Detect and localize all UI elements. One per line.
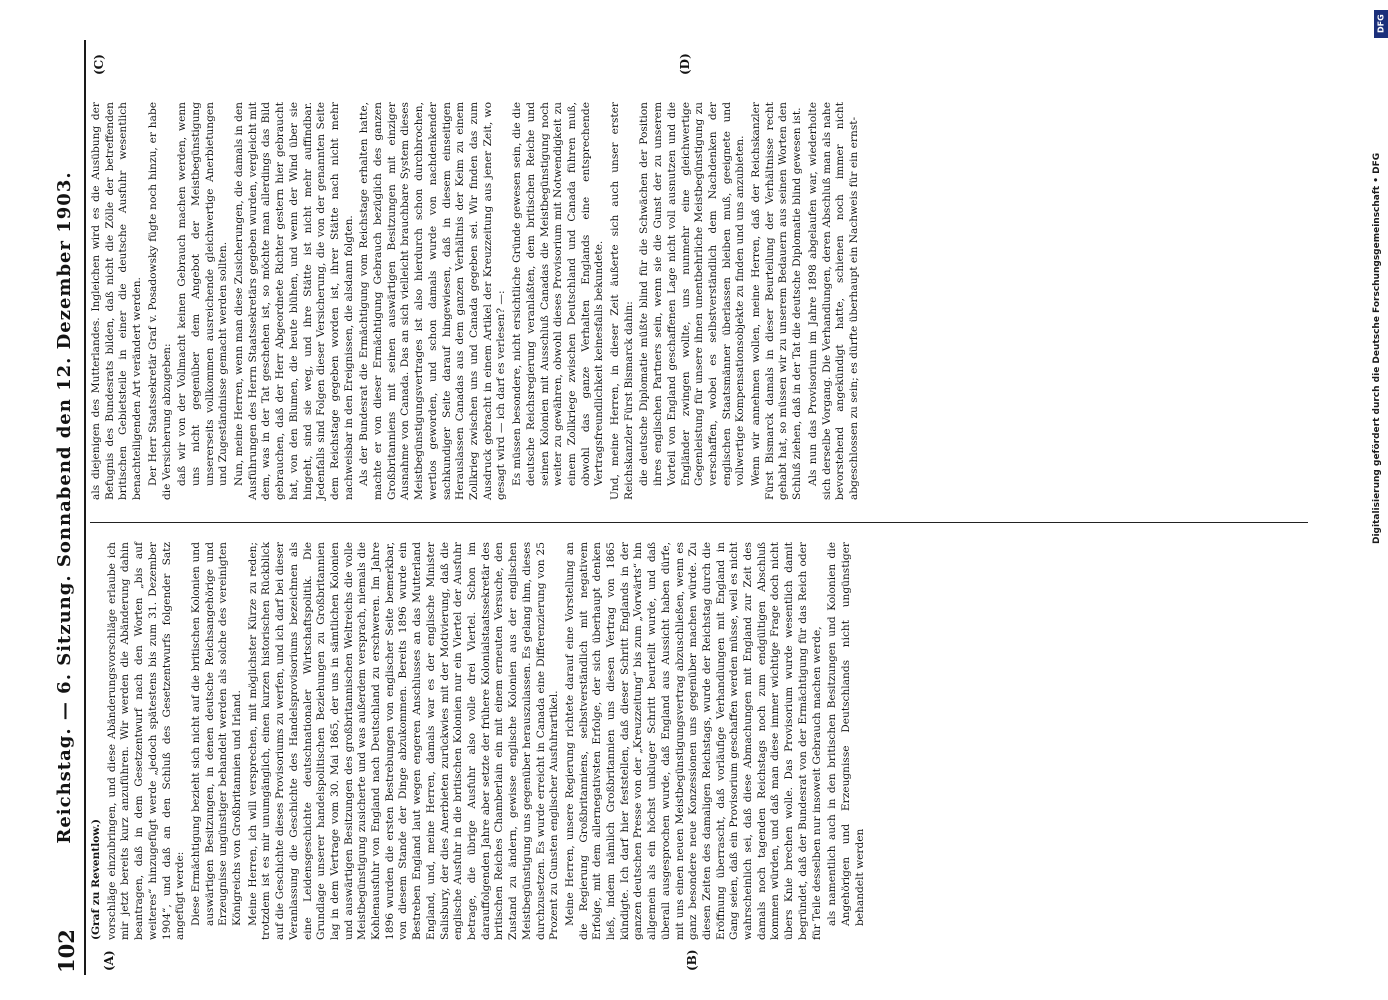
paragraph: Als der Bundesrat die Ermächtigung vom Reichstage erhalten hatte, machte er von dieser Ermächtigung Gebrauch bezüglich des ganzen Großbritanniens mit seinen auswärtigen Besitzungen mit einziger Ausnahme von Canada. Das an sich vielleicht brauchbare System dieses Meistbegünstigungsvertrages ist also hierdurch schon durchbrochen, wertlos geworden, und schon damals wurde von nachdenkender sachkundiger Seite darauf hingewiesen, daß in diesem einseitigen Herauslassen Canadas aus dem ganzen Verhältnis der Keim zu einem Zollkrieg zwischen uns und Canada gegeben sei. Wir finden das zum Ausdruck gebracht in einem Artikel der Kreuzzeitung aus jener Zeit, wo gesagt wird — ich darf es verlesen? —: (358, 102, 508, 500)
speaker-attribution: (Graf zu Reventlow.) (90, 818, 102, 940)
page-title: Reichstag. — 6. Sitzung. Sonnabend den 12. Dezember 1903. (54, 171, 75, 844)
digitization-credit: Digitalisierung gefördert durch die Deutsche Forschungsgemeinschaft • DFG (1372, 152, 1382, 544)
right-text-column (90, 102, 1320, 500)
margin-marker-a: (A) (102, 950, 116, 971)
paragraph: Meine Herren, unsere Regierung richtete darauf eine Vorstellung an die Regierung Großbritanniens, selbstverständlich mit negativem Erfolge, mit dem allernegativsten Erfolge, der sich überhaupt denken ließ, indem nämlich Großbritannien uns diesen Vertrag von 1865 kündigte. Ich darf hier feststellen, daß dieser Schritt Englands in der ganzen deutschen Presse von der „Kreuzzeitung“ bis zum „Vorwärts“ hin allgemein als ein höchst unkluger Schritt beurteilt wurde, und daß überall ausgesprochen wurde, daß England aus Aussicht haben dürfe, mit uns einen neuen Meistbegünstigungsvertrag abzuschließen, wenn es ganz besondere neue Konzessionen uns gegenüber machen würde. Zu diesen Zeiten des damaligen Reichstags, wurde der Reichstag durch die Eröffnung überrascht, daß vorläufige Verhandlungen mit England in Gang seien, daß ein Provisorium geschaffen werden müsse, weil es nicht wahrscheinlich sei, daß diese Abmachungen mit England zur Zeit des damals noch tagenden Reichstags noch zum endgültigen Abschluß kommen würden, und daß man diese immer wichtige Frage doch nicht übers Knie brechen wolle. Das Provisorium wurde wesentlich damit begründet, daß der Bundesrat von der Ermächtigung für das Reich oder für Teile desselben nur insoweit Gebrauch machen werde, (563, 542, 823, 940)
paragraph: Nun, meine Herren, wenn man diese Zusicherungen, die damals in den Ausführungen des Herrn Staatssekretärs gegeben wurden, vergleicht mit dem, was in der Tat geschehen ist, so möchte man allerdings das Bild gebrauchen, daß der Herr Abgeordnete Richter gestern hier gebraucht hat, von den Blumen, die heute blühen, und wenn der Wind über sie hingeht, sind sie weg, und ihre Stätte ist nicht mehr auffindbar. Jedenfalls sind Folgen dieser Versicherung, die von der genannten Seite dem Reichstage gegeben worden ist, ihrer Stätte nach nicht mehr nachweisbar in den Ereignissen, die alsdann folgten. (233, 102, 355, 500)
scanned-page (50, 40, 1320, 975)
margin-marker-c: (C) (92, 54, 106, 75)
paragraph: vorschläge einzubringen, und diese Abänderungsvorschläge erlaube ich mir jetzt bereits kurz anzuführen. Wir werden die Abänderung dahin beantragen, daß in dem Gesetzentwurf nach den Worten „bis auf weiteres“ hinzugefügt werde „jedoch spätestens bis zum 31. Dezember 1904“, und daß an den Schluß des Gesetzentwurfs folgender Satz angefügt werde: (105, 542, 187, 940)
dfg-logo: DFG (1374, 10, 1388, 38)
paragraph: Der Herr Staatssekretär Graf v. Posadowsky fügte noch hinzu, er habe die Versicherung abzugeben: (146, 102, 173, 500)
quoted-passage: als namentlich auch in den britischen Besitzungen und Kolonien die Angehörigen und Erzeugnisse Deutschlands nicht ungünstiger behandelt werden (826, 542, 866, 926)
margin-marker-d: (D) (678, 53, 692, 75)
paragraph: Meine Herren, ich will versprechen, mit möglichster Kürze zu reden; trotzdem ist es mir unumgänglich, einen kurzen historischen Rückblick auf die Geschichte dieses Provisoriums zu werfen, und ich darf bei dieser Veranlassung die Geschichte des Handelsprovisoriums bezeichnen als eine Leidensgeschichte deutschnationaler Wirtschaftspolitik. Die Grundlage unserer handelspolitischen Beziehungen zu Großbritannien lag in dem Vertrage vom 30. Mai 1865, der uns in sämtlichen Kolonien und auswärtigen Besitzungen des großbritannischen Weltreichs die volle Meistbegünstigung zusicherte und was außerdem versprach, niemals die Kohlenausfuhr von England nach Deutschland zu erschweren. Im Jahre 1896 wurden die ersten Bestrebungen von englischer Seite bemerkbar, von diesem Stande der Dinge abzukommen. Bereits 1896 wurde ein Bestreben England laut wegen engeren Anschlusses an das Mutterland England, und, meine Herren, damals war es der englische Minister Salisbury, der dies Anerbieten zurückwies mit der Motivierung, daß die englische Ausfuhr in die britischen Kolonien nur ein Viertel der Ausfuhr betrage, die übrige Ausfuhr also volle drei Viertel. Schon im darauffolgenden Jahre aber setzte der frühere Kolonialstaatssekretär des britischen Reiches Chamberlain ein mit einem erneuten Versuche, den Zustand zu ändern, gewisse englische Kolonien aus der englischen Meistbegünstigung uns gegenüber herauszulassen. Es gelang ihm, dieses durchzusetzen. Es wurde erreicht in Canada eine Differenzierung von 25 Prozent zu Gunsten englischer Ausfuhrartikel. (246, 542, 561, 940)
left-text-column (90, 542, 1320, 940)
paragraph: als diejenigen des Mutterlandes. Ingleichen wird es die Ausübung der Befugnis des Bundesrats bilden, daß nicht die Zölle der betreffenden britischen Gebietsteile in einer die deutsche Ausfuhr wesentlich benachteiligenden Art verändert werden. (90, 102, 144, 500)
quoted-passage: die deutsche Diplomatie müßte blind für die Schwächen der Position ihres englischen Partners sein, wenn sie die Gunst der zu unserem Vorteil von England geschaffenen Lage nicht voll ausnutzen und die Engländer zwingen wollte, uns nunmehr eine gleichwertige Gegenleistung für unsere ihnen unentbehrliche Meistbegünstigung zu verschaffen, wobei es selbstverständlich dem Nachdenken der englischen Staatsmänner überlassen bleiben muß, geeignete und vollwertige Kompensationsobjekte zu finden und uns anzubieten. (638, 102, 747, 486)
quoted-passage: daß wir von der Vollmacht keinen Gebrauch machen werden, wenn uns nicht gegenüber dem Angebot der Meistbegünstigung unsererseits vollkommen ausreichende gleichwertige Anerbietungen und Zugeständnisse gemacht werden sollten. (176, 102, 230, 486)
paragraph: Wenn wir annehmen wollen, meine Herren, daß der Reichskanzler Fürst Bismarck damals in dieser Beurteilung der Verhältnisse recht gehabt hat, so müssen wir zu unserem Bedauern aus seinen Worten den Schluß ziehen, daß in der Tat die deutsche Diplomatie blind gewesen ist. (750, 102, 804, 500)
paragraph: Als nun das Provisorium im Jahre 1898 abgelaufen war, wiederholte sich derselbe Vorgang. Die Verhandlungen, deren Abschluß man als nahe bevorstehend angekündigt hatte, schienen noch immer nicht abgeschlossen zu sein; es dürfte überhaupt ein Nachweis für ein ernst- (806, 102, 860, 500)
column-divider (90, 522, 1308, 523)
running-header (50, 40, 86, 975)
margin-marker-b: (B) (685, 949, 699, 971)
paragraph: Und, meine Herren, in dieser Zeit äußerte sich auch unser erster Reichskanzler Fürst Bismarck dahin: (609, 102, 635, 500)
quoted-amendment: Diese Ermächtigung bezieht sich nicht auf die britischen Kolonien und auswärtigen Besitzungen, in denen deutsche Reichsangehörige und Erzeugnisse ungünstiger behandelt werden als solche des vereinigten Königreichs von Großbritannien und Irland. (189, 542, 244, 926)
page-number: 102 (54, 929, 79, 973)
quoted-passage: Es müssen besondere, nicht ersichtliche Gründe gewesen sein, die die deutsche Reichsregierung veranlaßten, dem britischen Reiche und seinen Kolonien mit Ausschluß Canadas die Meistbegünstigung noch weiter zu gewähren, obwohl dieses Provisorium mit Notwendigkeit zu einem Zollkriege zwischen Deutschland und Canada führen muß, obwohl das ganze Verhalten Englands eine entsprechende Vertragsfreundlichkeit keinesfalls bekundete. (511, 102, 606, 486)
